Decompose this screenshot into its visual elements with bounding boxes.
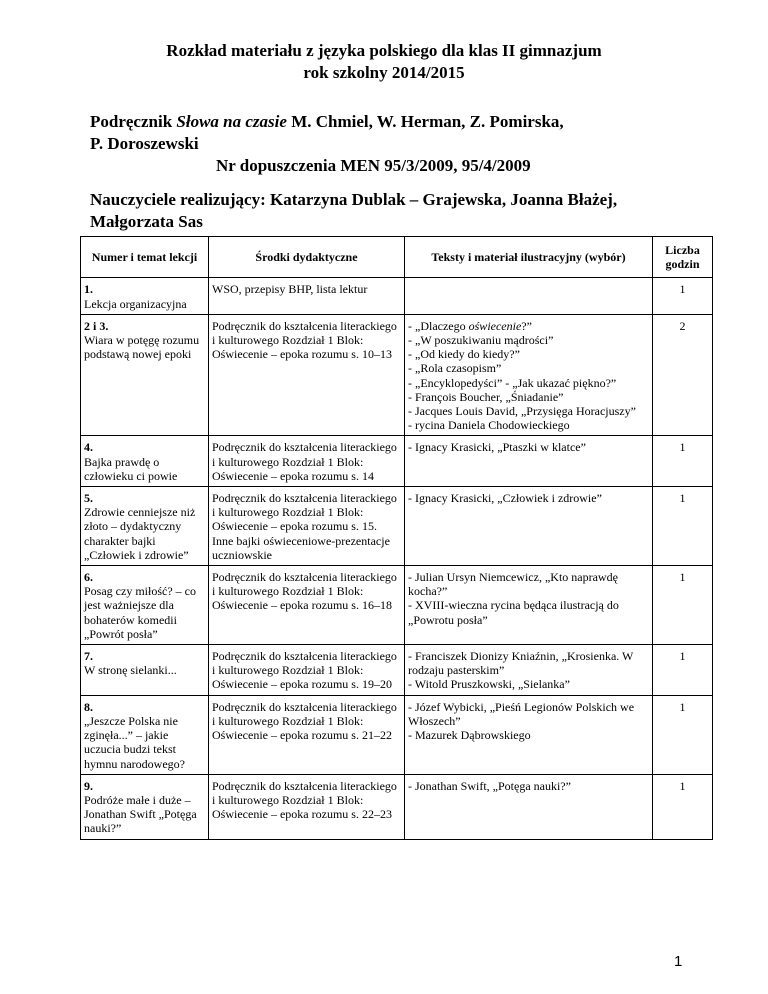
hours-cell: 2 — [653, 314, 713, 436]
texts-cell — [405, 645, 653, 696]
hours-cell: 1 — [653, 566, 713, 645]
teaching-means-cell: Podręcznik do kształcenia literackiego i kulturowego Rozdział 1 Blok: Oświecenie – epoka rozumu s. 19–20 — [209, 645, 405, 696]
lesson-topic-cell — [81, 278, 209, 314]
textbook-authors-1: M. Chmiel, W. Herman, Z. Pomirska, — [286, 112, 564, 131]
table-row — [81, 695, 713, 774]
column-header-texts: Teksty i materiał ilustracyjny (wybór) — [405, 237, 653, 278]
document-title-line2: rok szkolny 2014/2015 — [303, 63, 465, 82]
lesson-number: 4. — [84, 440, 93, 455]
text-item: - Ignacy Krasicki, „Człowiek i zdrowie” — [408, 491, 602, 506]
hours-cell: 1 — [653, 645, 713, 696]
lesson-topic-cell — [81, 436, 209, 487]
text-item: - „Dlaczego oświecenie?” — [408, 318, 532, 333]
hours-cell: 1 — [653, 774, 713, 839]
document-title-line1: Rozkład materiału z języka polskiego dla klas II gimnazjum — [166, 41, 602, 60]
lesson-topic-cell — [81, 645, 209, 696]
text-item: - Julian Ursyn Niemcewicz, „Kto naprawdę kocha?” — [408, 570, 618, 599]
table-row — [81, 278, 713, 314]
hours-cell: 1 — [653, 278, 713, 314]
text-item: - Jonathan Swift, „Potęga nauki?” — [408, 778, 571, 793]
textbook-authors-2: P. Doroszewski — [90, 134, 199, 153]
column-header-hours: Liczba godzin — [653, 237, 713, 278]
text-item: - rycina Daniela Chodowieckiego — [408, 418, 570, 433]
text-item: - Ignacy Krasicki, „Ptaszki w klatce” — [408, 440, 586, 455]
lesson-number: 9. — [84, 778, 93, 793]
lesson-plan-table — [80, 236, 713, 840]
lesson-topic-cell — [81, 695, 209, 774]
texts-cell — [405, 774, 653, 839]
teaching-means-cell: Podręcznik do kształcenia literackiego i kulturowego Rozdział 1 Blok: Oświecenie – epoka rozumu s. 21–22 — [209, 695, 405, 774]
lesson-number: 7. — [84, 649, 93, 664]
text-item: - Franciszek Dionizy Kniaźnin, „Krosienka. W rodzaju pasterskim” — [408, 649, 634, 678]
teachers-line1: Nauczyciele realizujący: Katarzyna Dublak – Grajewska, Joanna Błażej, — [90, 190, 618, 209]
column-header-means: Środki dydaktyczne — [209, 237, 405, 278]
lesson-number: 8. — [84, 699, 93, 714]
lesson-topic: Podróże małe i duże – Jonathan Swift „Potęga nauki?” — [84, 792, 197, 836]
text-item: - François Boucher, „Śniadanie” — [408, 389, 564, 404]
approval-number: Nr dopuszczenia MEN 95/3/2009, 95/4/2009 — [216, 156, 531, 175]
lesson-number: 5. — [84, 491, 93, 506]
lesson-topic: „Jeszcze Polska nie zginęła...” – jakie uczucia budzi tekst hymnu narodowego? — [84, 713, 185, 771]
text-item: - Mazurek Dąbrowskiego — [408, 728, 531, 743]
texts-cell — [405, 314, 653, 436]
texts-cell — [405, 695, 653, 774]
lesson-topic: Lekcja organizacyjna — [84, 296, 187, 311]
teaching-means-cell: Podręcznik do kształcenia literackiego i kulturowego Rozdział 1 Blok: Oświecenie – epoka rozumu s. 16–18 — [209, 566, 405, 645]
lesson-topic-cell — [81, 774, 209, 839]
hours-cell: 1 — [653, 436, 713, 487]
lesson-topic-cell — [81, 566, 209, 645]
lesson-number: 1. — [84, 282, 93, 297]
teaching-means-cell: Podręcznik do kształcenia literackiego i kulturowego Rozdział 1 Blok: Oświecenie – epoka rozumu s. 10–13 — [209, 314, 405, 436]
text-item: - Witold Pruszkowski, „Sielanka” — [408, 677, 570, 692]
table-row — [81, 436, 713, 487]
textbook-title: Słowa na czasie — [176, 112, 287, 131]
texts-cell — [405, 278, 653, 314]
table-body — [81, 278, 713, 839]
table-row — [81, 487, 713, 566]
lesson-topic-cell — [81, 314, 209, 436]
table-header-row — [81, 237, 713, 278]
teaching-means-cell: Podręcznik do kształcenia literackiego i kulturowego Rozdział 1 Blok: Oświecenie – epoka rozumu s. 15. Inne bajki oświeceniowe-prezentacje uczniowskie — [209, 487, 405, 566]
text-item: - „Rola czasopism” — [408, 361, 502, 376]
textbook-info — [90, 111, 690, 132]
lesson-number: 6. — [84, 570, 93, 585]
table-row — [81, 645, 713, 696]
page-number: 1 — [674, 953, 683, 970]
table-row — [81, 774, 713, 839]
texts-cell — [405, 566, 653, 645]
text-item: - „W poszukiwaniu mądrości” — [408, 333, 554, 348]
lesson-topic: Wiara w potęgę rozumu podstawą nowej epoki — [84, 333, 200, 362]
hours-cell: 1 — [653, 487, 713, 566]
lesson-topic: Posag czy miłość? – co jest ważniejsze dla bohaterów komedii „Powrót posła” — [84, 584, 196, 641]
text-item: - Jacques Louis David, „Przysięga Horacjuszy” — [408, 404, 636, 419]
lesson-topic-cell — [81, 487, 209, 566]
teachers-line2: Małgorzata Sas — [90, 212, 203, 231]
column-header-topic: Numer i temat lekcji — [81, 237, 209, 278]
text-item: - Józef Wybicki, „Pieśń Legionów Polskich we Włoszech” — [408, 699, 635, 728]
teaching-means-cell: Podręcznik do kształcenia literackiego i kulturowego Rozdział 1 Blok: Oświecenie – epoka rozumu s. 14 — [209, 436, 405, 487]
table-row — [81, 566, 713, 645]
text-item: - XVIII-wieczna rycina będąca ilustracją do „Powrotu posła” — [408, 598, 619, 627]
text-item: - „Encyklopedyści” - „Jak ukazać piękno?” — [408, 375, 617, 390]
table-row — [81, 314, 713, 436]
lesson-topic: W stronę sielanki... — [84, 663, 177, 678]
hours-cell: 1 — [653, 695, 713, 774]
teaching-means-cell: WSO, przepisy BHP, lista lektur — [209, 278, 405, 314]
lesson-topic: Zdrowie cenniejsze niż złoto – dydaktyczny charakter bajki „Człowiek i zdrowie” — [84, 505, 196, 562]
teaching-means-cell: Podręcznik do kształcenia literackiego i kulturowego Rozdział 1 Blok: Oświecenie – epoka rozumu s. 22–23 — [209, 774, 405, 839]
texts-cell — [405, 487, 653, 566]
texts-cell — [405, 436, 653, 487]
lesson-topic: Bajka prawdę o człowieku ci powie — [84, 454, 178, 483]
lesson-number: 2 i 3. — [84, 318, 109, 333]
textbook-prefix: Podręcznik — [90, 112, 177, 131]
text-item: - „Od kiedy do kiedy?” — [408, 347, 520, 362]
